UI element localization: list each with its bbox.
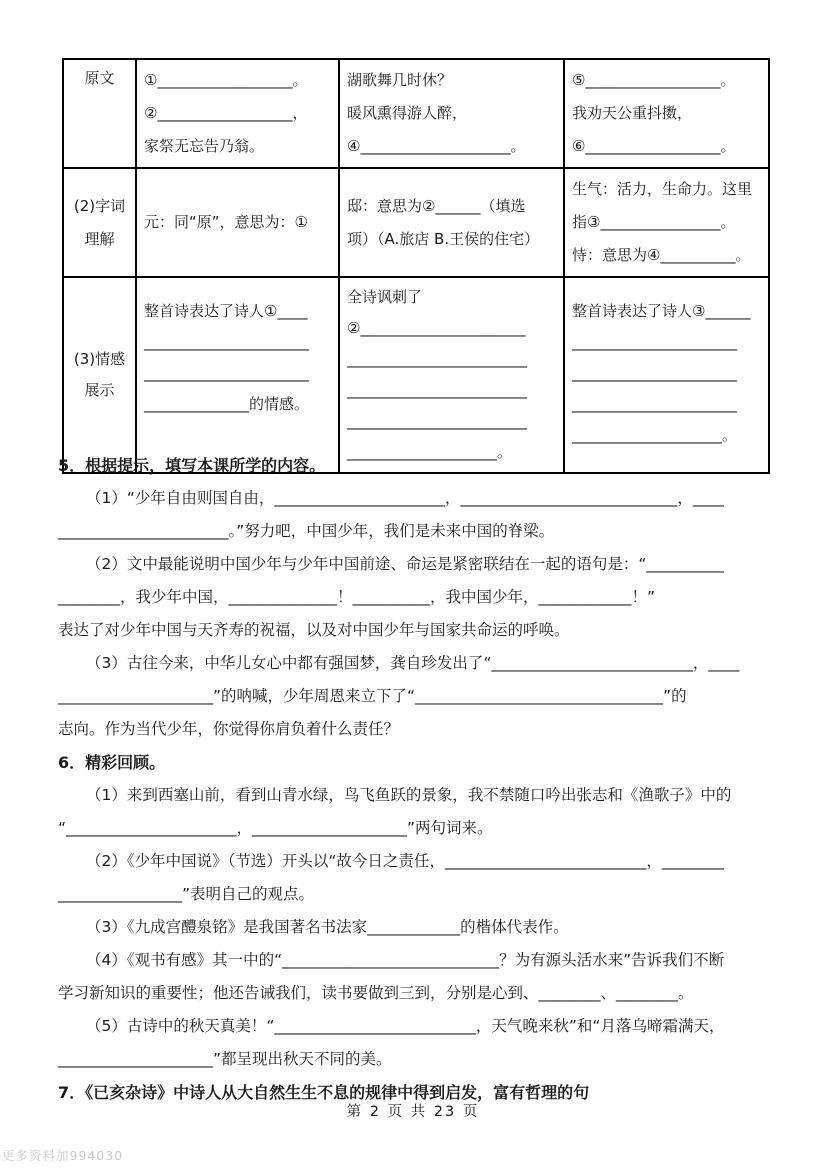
question7-heading: 7．《已亥杂诗》中诗人从大自然生生不息的规律中得到启发，富有哲理的句 [58,1083,590,1102]
blank-line: ________________________ [347,412,527,430]
q6-item2-line2: ________________”表明自己的观点。 [58,885,315,903]
q5-item2-line1: （2）文中最能说明中国少年与少年中国前途、命运是紧密联结在一起的语句是：“__________ [86,555,724,573]
blank-line: ____________________。 [347,443,513,461]
watermark-text: 更多资料加994030 [2,1148,124,1163]
q5-item2-line3: 表达了对少年中国与天齐寿的祝福，以及对中国少年与国家共命运的呼唤。 [58,621,570,639]
blank-line: ______________________ [572,364,737,382]
q6-item4-line2: 学习新知识的重要性；他还告诫我们，读书要做到三到，分别是心到、________、________。 [58,984,694,1002]
blank-line: 指③________________。 [572,213,736,231]
q6-item1-line2: “______________________，____________________”两句词来。 [58,819,493,837]
blank-line: ④____________________。 [347,137,526,155]
blank-line: ______________________ [572,395,737,413]
poem-line: 暖风熏得游人醉， [347,104,468,122]
blank-line: ⑥__________________。 [572,137,736,155]
poem-exercise-table [62,58,770,474]
q5-item1-line2: ______________________。”努力吧，中国少年，我们是未来中国的脊梁。 [58,522,555,540]
word-cell-poem3 [564,168,769,277]
q6-item3-line1: （3）《九成宫醴泉铭》是我国著名书法家____________的楷体代表作。 [86,918,569,936]
row-label-emotion-display [63,277,136,473]
blank-line: ⑤__________________。 [572,71,736,89]
blank-line: 恃：意思为④__________。 [572,246,751,264]
original-text-cell-poem2 [339,59,564,168]
blank-line: ②__________________， [144,104,308,122]
word-explanation: 邸：意思为②______（填选 [347,196,526,215]
q5-item3-line2: ____________________”的呐喊，少年周恩来立下了“________________________________”的 [58,687,687,705]
blank-line: ②______________________ [347,319,526,337]
question6-heading: 6．精彩回顾。 [58,753,166,772]
blank-line: ______________的情感。 [144,395,310,413]
row-label-text: 理解 [84,229,115,248]
row-label-text: (2)字词 [73,196,126,215]
blank-line: ____________________。 [572,426,738,444]
q5-item1-line1: （1）“少年自由则国自由，______________________，____________________________，____ [86,489,724,507]
original-text-cell-poem3 [564,59,769,168]
row-label-original-text [63,59,136,168]
q6-item1-line1: （1）来到西塞山前，看到山青水绿，鸟飞鱼跃的景象，我不禁随口吟出张志和《渔歌子》中的 [86,786,732,804]
q5-item3-line3: 志向。作为当代少年，你觉得你肩负着什么责任？ [58,720,400,738]
emotion-prompt: 整首诗表达了诗人①____ [144,302,308,320]
blank-line: ________________________ [347,350,527,368]
word-explanation: 生气：活力，生命力。这里 [572,180,753,198]
emotion-prompt: 整首诗表达了诗人③______ [572,302,751,320]
row-label-word-understanding [63,168,136,277]
q6-item5-line2: ____________________”都呈现出秋天不同的美。 [58,1050,392,1068]
poem-line: 我劝天公重抖擞， [572,104,693,122]
word-cell-poem2 [339,168,564,277]
emotion-prompt: 全诗讽刺了 [347,288,423,306]
emotion-cell-poem3 [564,277,769,473]
emotion-cell-poem1 [136,277,339,473]
word-explanation-options: 项）（A.旅店 B.王侯的住宅） [347,229,540,248]
q6-item2-line1: （2）《少年中国说》（节选）开头以“故今日之责任，__________________________，________ [86,852,724,870]
q5-item2-line2: ________，我少年中国，______________！__________，我中国少年，____________！” [58,588,656,606]
emotion-cell-poem2 [339,277,564,473]
q5-item3-line1: （3）古往今来，中华儿女心中都有强国梦，龚自珍发出了“__________________________，____ [86,654,740,672]
page-number: 第 2 页 共 23 页 [346,1104,480,1120]
blank-line: ①__________________。 [144,71,308,89]
q6-item5-line1: （5）古诗中的秋天真美！“__________________________，天气晚来秋”和“月落乌啼霜满天， [86,1017,725,1035]
poem-line: 家祭无忘告乃翁。 [144,137,265,155]
blank-line: ______________________ [572,333,737,351]
question5-heading: 5．根据提示，填写本课所学的内容。 [58,456,326,475]
word-cell-poem1 [136,168,339,277]
original-text-cell-poem1 [136,59,339,168]
questions-section [58,449,770,1109]
row-label-text: 原文 [84,69,115,87]
blank-line: ________________________ [347,381,527,399]
blank-line: ______________________ [144,333,309,351]
poem-line: 湖歌舞几时休？ [347,71,453,89]
row-label-text: 展示 [84,381,115,399]
blank-line: ______________________ [144,364,309,382]
word-explanation: 元：同“原”，意思为：① [144,213,308,231]
row-label-text: (3)情感 [73,350,126,368]
q6-item4-line1: （4）《观书有感》其一中的“____________________________？为有源头活水来”告诉我们不断 [86,951,725,969]
